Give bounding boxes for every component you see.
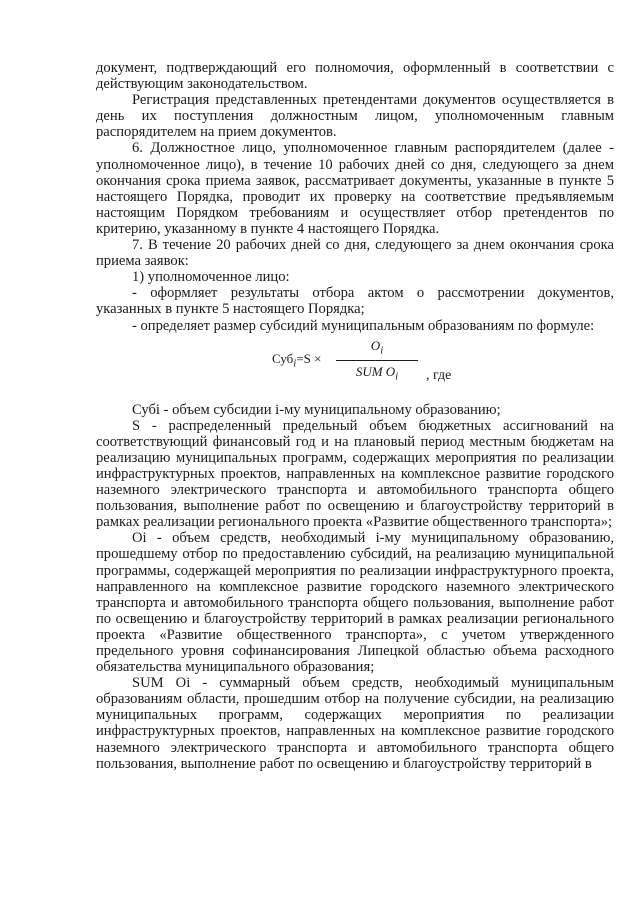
paragraph: 6. Должностное лицо, уполномоченное главным распорядителем (далее - уполномоченное лицо), в течение 10 рабочих дней со дня, следующего за днем окончания срока приема заявок, рассматривает документы, указанные в пункте 5 настоящего Порядка, проводит их проверку на соответствие предъявляемым настоящим Порядком требованиям и осуществляет отбор претендентов по критерию, указанному в пункте 4 настоящего Порядка. bbox=[96, 140, 614, 237]
formula-where: , где bbox=[426, 367, 452, 383]
definition: SUM Oi - суммарный объем средств, необходимый муниципальным образованиям области, прошедшим отбор на получение субсидии, на реализацию муниципальных программ, содержащих мероприятия по реализации инфраструктурных проектов, направленных на комплексное развитие городского наземного электрического транспорта и автомобильного транспорта общего пользования, выполнение работ по освещению и благоустройству территорий в bbox=[96, 675, 614, 772]
paragraph: документ, подтверждающий его полномочия, оформленный в соответствии с действующим законодательством. bbox=[96, 60, 614, 93]
paragraph: Регистрация представленных претендентами документов осуществляется в день их поступления должностным лицом, уполномоченным главным распорядителем на прием документов. bbox=[96, 92, 614, 141]
subsidy-formula bbox=[96, 334, 614, 402]
fraction-bar bbox=[336, 360, 418, 361]
definition: Субi - объем субсидии i-му муниципальному образованию; bbox=[132, 401, 501, 418]
document-page bbox=[96, 60, 614, 772]
paragraph: - определяет размер субсидий муниципальным образованиям по формуле: bbox=[132, 317, 595, 334]
definition: Oi - объем средств, необходимый i-му муниципальному образованию, прошедшему отбор по предоставлению субсидий, на реализацию муниципальной программы, содержащей мероприятия по реализации инфраструктурного проекта, направленного на комплексное развитие городского наземного электрического транспорта и автомобильного транспорта общего пользования, выполнение работ по освещению и благоустройству территорий в рамках реализации регионального проекта «Развитие общественного транспорта», с учетом утвержденного предельного уровня софинансирования Липецкой областью объема расходного обязательства муниципального образования; bbox=[96, 530, 614, 676]
definition: S - распределенный предельный объем бюджетных ассигнований на соответствующий финансовый год и на плановый период местным бюджетам на реализацию муниципальных программ, содержащих мероприятия по реализации инфраструктурных проектов, направленных на комплексное развитие городского наземного электрического транспорта и автомобильного транспорта общего пользования, выполнение работ по освещению и благоустройству территорий в рамках реализации регионального проекта «Развитие общественного транспорта»; bbox=[96, 417, 614, 531]
formula-numerator: $O_i$ bbox=[370, 337, 384, 357]
formula-denominator: SUM $O_i$ bbox=[355, 364, 399, 383]
paragraph: 7. В течение 20 рабочих дней со дня, следующего за днем окончания срока приема заявок: bbox=[96, 237, 614, 270]
formula-fraction bbox=[336, 334, 418, 385]
formula-lhs: Суб$_i$=S × bbox=[272, 350, 322, 370]
paragraph: - оформляет результаты отбора актом о рассмотрении документов, указанных в пункте 5 настоящего Порядка; bbox=[96, 285, 614, 318]
paragraph: 1) уполномоченное лицо: bbox=[132, 269, 290, 286]
